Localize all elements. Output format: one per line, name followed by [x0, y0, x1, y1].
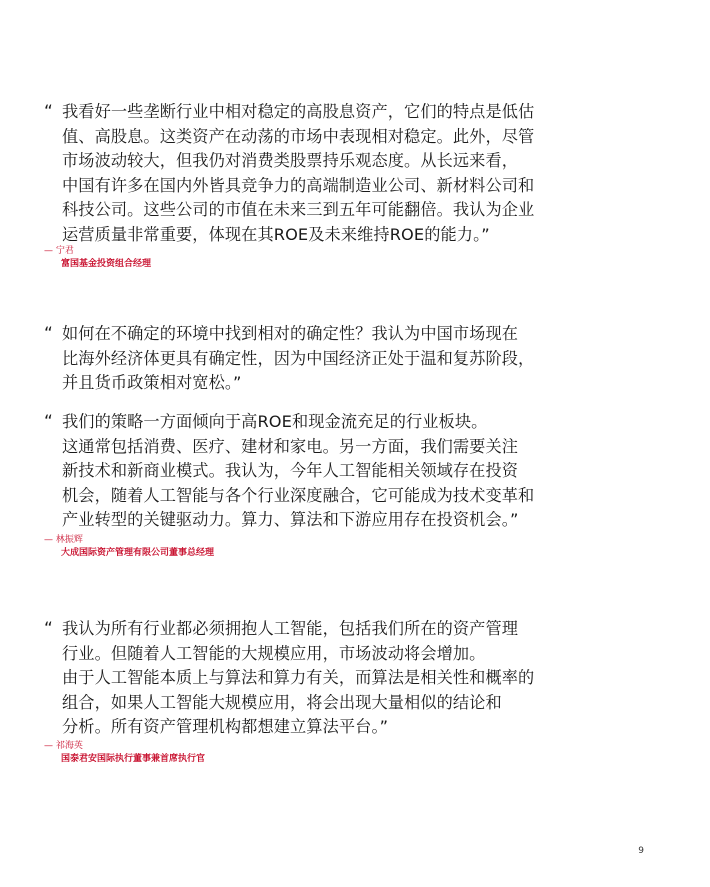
attribution-name: — 祁海英 [44, 741, 83, 751]
attribution-title: 国泰君安国际执行董事兼首席执行官 [61, 754, 206, 764]
quote-line: 科技公司。这些公司的市值在未来三到五年可能翻倍。我认为企业 [62, 200, 535, 219]
quote-line: 产业转型的关键驱动力。算力、算法和下游应用存在投资机会。” [62, 510, 519, 529]
quote-line: 机会，随着人工智能与各个行业深度融合，它可能成为技术变革和 [62, 485, 535, 505]
quote-block-2 [44, 322, 584, 396]
quote-line: 分析。所有资产管理机构都想建立算法平台。” [62, 717, 389, 736]
quote-block-1 [44, 100, 584, 247]
quote-line: 我认为所有行业都必须拥抱人工智能，包括我们所在的资产管理 [62, 619, 519, 638]
quote-line: 中国有许多在国内外皆具竞争力的高端制造业公司、新材料公司和 [62, 175, 535, 195]
quote-text [62, 322, 584, 396]
attribution-name: — 宁君 [44, 246, 74, 256]
attribution-title: 大成国际资产管理有限公司董事总经理 [61, 548, 215, 558]
quote-text [62, 100, 584, 247]
quote-line: 比海外经济体更具有确定性，因为中国经济正处于温和复苏阶段， [62, 348, 535, 368]
page-number: 9 [638, 846, 644, 856]
quote-line: 新技术和新商业模式。我认为，今年人工智能相关领域存在投资 [62, 461, 519, 480]
open-quote-mark: “ [44, 324, 53, 344]
quote-line: 由于人工智能本质上与算法和算力有关，而算法是相关性和概率的 [62, 668, 535, 687]
open-quote-mark: “ [44, 102, 53, 122]
quote-line: 我们的策略一方面倾向于高ROE和现金流充足的行业板块。 [62, 412, 488, 431]
quote-block-3 [44, 410, 584, 533]
quote-line: 我看好一些垄断行业中相对稳定的高股息资产，它们的特点是低估 [62, 102, 535, 121]
quote-text [62, 410, 584, 533]
quote-line: 运营质量非常重要，体现在其ROE及未来维持ROE的能力。” [62, 224, 490, 244]
open-quote-mark: “ [44, 412, 53, 432]
quote-line: 这通常包括消费、医疗、建材和家电。另一方面，我们需要关注 [62, 436, 519, 456]
quote-line: 并且货币政策相对宽松。” [62, 373, 242, 392]
quote-text [62, 617, 584, 740]
attribution-1 [44, 245, 444, 271]
quote-line: 值、高股息。这类资产在动荡的市场中表现相对稳定。此外，尽管 [62, 126, 535, 146]
open-quote-mark: “ [44, 619, 53, 639]
quote-line: 如何在不确定的环境中找到相对的确定性？我认为中国市场现在 [62, 324, 519, 343]
attribution-title: 富国基金投资组合经理 [61, 259, 152, 269]
quote-block-4 [44, 617, 584, 740]
quote-line: 行业。但随着人工智能的大规模应用，市场波动将会增加。 [62, 643, 486, 663]
quote-line: 市场波动较大，但我仍对消费类股票持乐观态度。从长远来看， [62, 151, 519, 170]
attribution-2 [44, 534, 444, 560]
quote-line: 组合，如果人工智能大规模应用，将会出现大量相似的结论和 [62, 692, 502, 712]
attribution-name: — 林振辉 [44, 535, 83, 545]
attribution-3 [44, 740, 444, 766]
